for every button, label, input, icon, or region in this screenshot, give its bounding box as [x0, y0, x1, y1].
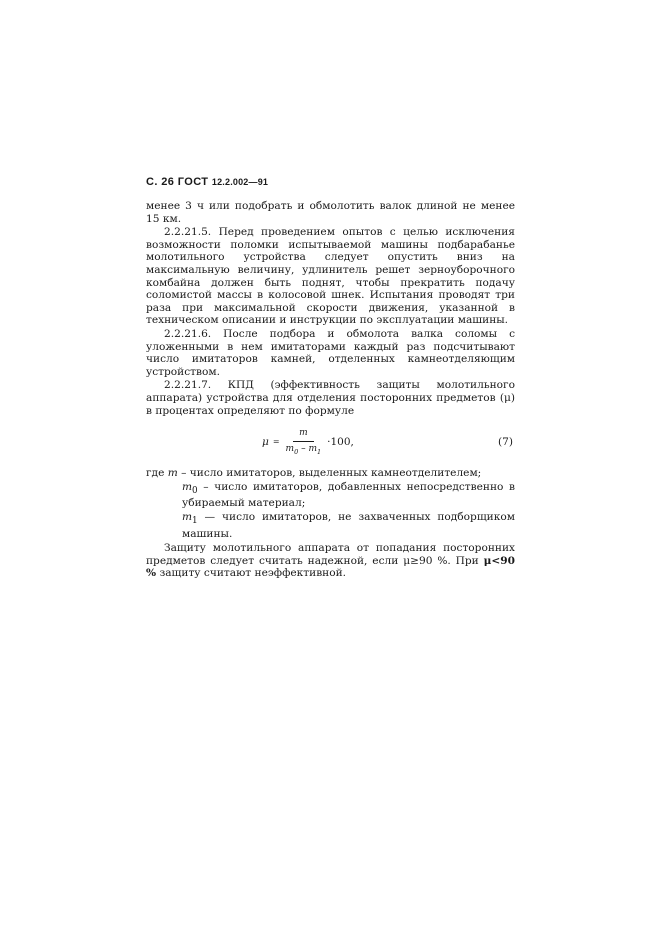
definition-m1-text: — число имитаторов, не захваченных подборщиком машины.: [182, 510, 515, 540]
formula-equals: =: [272, 437, 280, 447]
formula-mu: μ: [262, 436, 269, 449]
formula-fraction: [286, 427, 322, 458]
formula-multiplier: ·100,: [327, 436, 354, 449]
condition-reliable: μ≥90 %: [403, 554, 448, 567]
definition-m: [146, 467, 515, 480]
definition-m0: [146, 481, 515, 510]
page-header: [146, 176, 268, 188]
formula-block: [146, 423, 515, 463]
formula-den-minus: –: [298, 443, 309, 454]
conclusion-paragraph: [146, 542, 515, 580]
efficiency-formula: [262, 427, 354, 458]
paragraph-continuation: менее 3 ч или подобрать и обмолотить валок длиной не менее 15 км.: [146, 200, 515, 225]
definition-m0-symbol: m: [182, 480, 193, 493]
document-body: [146, 200, 515, 581]
where-label: где: [146, 467, 165, 480]
formula-definitions: [146, 467, 515, 540]
conclusion-part3: защиту считают неэффективной.: [156, 567, 347, 580]
formula-den-sub1: 1: [317, 447, 322, 456]
page-number-label: С. 26: [146, 176, 175, 188]
definition-m0-sub: 0: [192, 485, 198, 496]
definition-m-symbol: m: [167, 467, 178, 480]
formula-denominator: [286, 442, 322, 458]
paragraph-2-2-21-7: 2.2.21.7. КПД (эффективность защиты молотильного аппарата) устройства для отделения посторонних предметов (μ) в процентах определяют по формуле: [146, 379, 515, 417]
formula-den-m1: m: [308, 443, 317, 454]
formula-number: (7): [497, 436, 513, 449]
formula-den-sub0: 0: [294, 447, 299, 456]
definition-m-text: – число имитаторов, выделенных камнеотделителем;: [177, 467, 482, 480]
conclusion-part2: . При: [447, 554, 484, 567]
paragraph-2-2-21-5: 2.2.21.5. Перед проведением опытов с целью исключения возможности поломки испытываемой машины подбарабанье молотильного устройства следует опустить вниз на максимальную величину, удлинитель решет зерноуборочного комбайна должен быть поднят, чтобы прекратить подачу соломистой массы в колосовой шнек. Испытания проводят три раза при максимальной скорости движения, указанной в техническом описании и инструкции по эксплуатации машины.: [146, 226, 515, 327]
definition-m0-text: – число имитаторов, добавленных непосредственно в убираемый материал;: [182, 480, 515, 510]
formula-den-m0: m: [285, 443, 295, 454]
standard-number: 12.2.002—91: [211, 177, 269, 187]
formula-numerator: m: [293, 427, 314, 442]
gost-label: ГОСТ: [177, 176, 209, 188]
conclusion-part1: Защиту молотильного аппарата от попадания посторонних предметов следует считать надежной, если: [146, 542, 515, 567]
definition-m1: [146, 511, 515, 540]
condition-ineffective: μ<90 %: [146, 554, 515, 580]
definition-m1-sub: 1: [192, 516, 198, 527]
definition-m1-symbol: m: [182, 510, 193, 523]
paragraph-2-2-21-6: 2.2.21.6. После подбора и обмолота валка соломы с уложенными в нем имитаторами каждый раз подсчитывают число имитаторов камней, отделенных камнеотделяющим устройством.: [146, 327, 515, 378]
